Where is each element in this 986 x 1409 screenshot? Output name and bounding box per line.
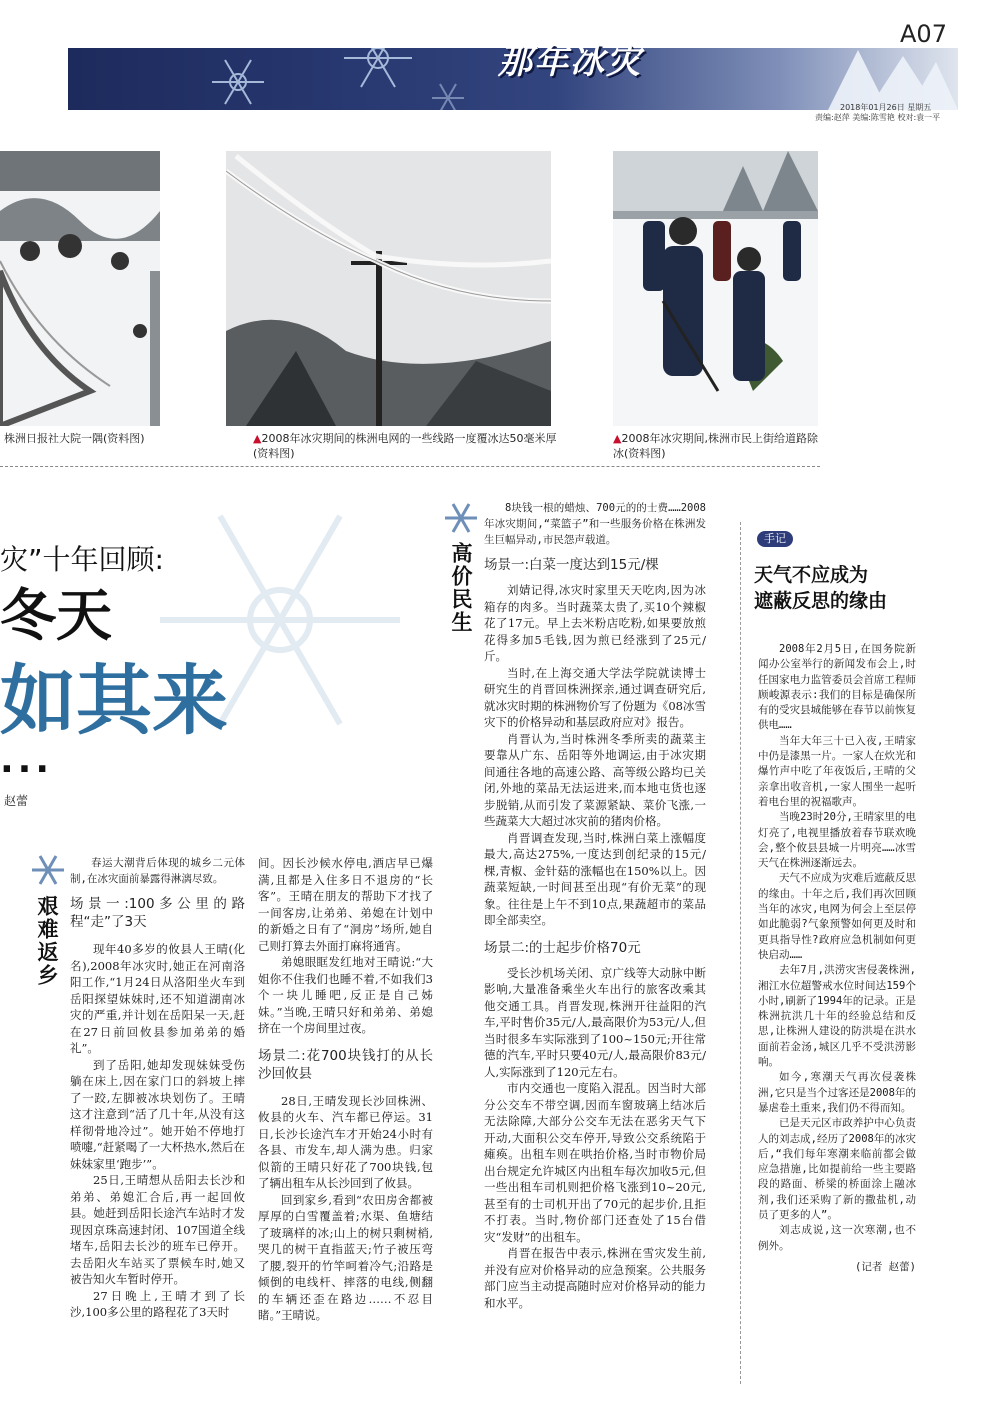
note-title: [754, 562, 887, 614]
story2-column: [484, 500, 706, 1311]
note-body: [758, 642, 916, 1275]
section-title: 那年冰灾: [498, 42, 642, 82]
headline-line2: 如其来: [0, 656, 228, 745]
story1-scene2-title: 场景二:花700块钱打的从长沙回攸县: [258, 1047, 433, 1082]
note-signoff: (记者 赵蕾): [855, 1260, 916, 1273]
story2-scene2-title: 场景二:的士起步价格70元: [484, 939, 641, 956]
headline-ellipsis: ...: [0, 740, 54, 781]
story1-paragraph: 到了岳阳,她却发现妹妹受伤躺在床上,因在家门口的斜坡上摔了一跤,左脚被冰块划伤了。王晴这才注意到“活了几十年,从没有这样彻骨地冷过”。她开始不停地打喷嚏,“赶紧喝了一大杯热水,然后在妹妹家里‘跑步’”。: [70, 1057, 245, 1171]
note-paragraph: 去年7月,洪涝灾害侵袭株洲,湘江水位超警戒水位时间达159个小时,刷新了1994年的记录。正是株洲抗洪几十年的经验总结和反思,让株洲人建设的防洪堤在洪水面前若金汤,城区几乎不受洪涝影响。: [758, 964, 916, 1069]
headline-kicker: 灾”十年回顾:: [0, 543, 164, 576]
snowflake-icon: [443, 500, 479, 536]
photo-deicing-street: [613, 151, 818, 426]
story2-lead: 8块钱一根的蜡烛、700元的的士费……2008年冰灾期间,“菜篮子”和一些服务价格在株洲发生巨幅异动,市民怨声载道。: [484, 502, 706, 546]
story2-scene1-title: 场景一:白菜一度达到15元/棵: [484, 557, 659, 573]
iced-power-line-icon: [226, 151, 551, 426]
story2-paragraph: 市内交通也一度陷入混乱。因当时大部分公交车不带空调,因而车窗玻璃上结冰后无法除障,大部分公交车无法在恶劣天气下开动,大面积公交车停开,导致公交系统陷于瘫痪。出租车则在哄抬价格,当时市物价局出台规定允许城区内出租车每次加收5元,但一些出租车司机则把价格飞涨到10~20元,甚至有的士司机开出了70元的起步价,且拒不打表。当时,物价部门还查处了15台借灾“发财”的出租车。: [484, 1081, 706, 1244]
photo-section-divider: [0, 466, 820, 467]
photo-caption-3: ▲2008年冰灾期间,株洲市民上街给道路除冰(资料图): [613, 432, 818, 460]
story1-scene1-title: 场景一:100多公里的路程“走”了3天: [70, 896, 245, 930]
note-paragraph: 已是天元区市政养护中心负责人的刘志成,经历了2008年的冰灾后,“我们每年寒潮来临前都会做应急措施,比如提前给一些主要路段的路面、桥梁的桥面涂上融冰剂,我们还采购了新的撒盐机,动员了更多的人”。: [758, 1117, 916, 1221]
note-paragraph: 天气不应成为灾难后遮蔽反思的缘由。十年之后,我们再次回顾当年的冰灾,电网为何会上至层停如此脆弱?气象预警如何更及时和更具指导性?政府应急机制如何更快启动……: [758, 872, 916, 961]
story1-lead: 春运大潮背后体现的城乡二元体制,在冰灾面前暴露得淋漓尽致。: [70, 857, 245, 885]
photo-caption-2: ▲2008年冰灾期间的株洲电网的一些线路一度覆冰达50毫米厚(资料图): [253, 432, 557, 460]
note-badge: 手记: [757, 531, 793, 547]
story1-paragraph: 间。因长沙候水停电,酒店早已爆满,且都是入住多日不退房的“长客”。王晴在朋友的帮助下才找了一间客房,让弟弟、弟媳在计划中的新婚之日有了“洞房”场所,她自己则打算去外面打麻将通宵。: [258, 856, 433, 953]
photo-iced-power-line: [226, 151, 551, 426]
story2-paragraph: 受长沙机场关闭、京广线等大动脉中断影响,大量准备乘坐火车出行的旅客改乘其他交通工具。肖晋发现,株洲开往益阳的汽车,平时售价35元/人,最高限价为53元/人,但当时很多车实际涨到了100~150元;开往常德的汽车,平时只要40元/人,最高限价83元/人,实际涨到了120元左右。: [484, 965, 706, 1079]
story1-paragraph: 28日,王晴发现长沙回株洲、攸县的火车、汽车都已停运。31日,长沙长途汽车才开始24小时有各县、市发车,却人满为患。归家似箭的王晴只好花了700块钱,包了辆出租车从长沙回到了攸县。: [258, 1093, 433, 1190]
photo-caption-1: 株洲日报社大院一隅(资料图): [4, 432, 145, 445]
snowflake-icon: [30, 852, 66, 888]
note-title-line2: 遮蔽反思的缘由: [754, 590, 888, 612]
story1-paragraph: 回到家乡,看到“农田房舍都被厚厚的白雪覆盖着;水渠、鱼塘结了玻璃样的冰;山上的树只剩树梢,哭几的树干直指蓝天;竹子被压弯了腰,裂开的竹竿呵着冷气;沿路是倾倒的电线杆、摔落的电线,侧翻的车辆还歪在路边……不忍目睹。”王晴说。: [258, 1192, 433, 1322]
story2-label: 高价民生: [449, 542, 473, 634]
note-paragraph: 当晚23时20分,王晴家里的电灯亮了,电视里播放着春节联欢晚会,整个攸县县城一片明亮……冰雪天气在株洲逐渐远去。: [758, 811, 916, 870]
photo-snow-garden: [0, 151, 160, 426]
story1-paragraph: 弟媳眼眶发红地对王晴说:“大姐你不住我们也睡不着,不如我们3个一块儿睡吧,反正是自己姊妹。”当晚,王晴只好和弟弟、弟媳挤在一个房间里过夜。: [258, 955, 433, 1035]
snow-garden-icon: [0, 151, 160, 426]
headline-byline: 赵蕾: [4, 794, 29, 808]
story1-column-2: [258, 855, 433, 1324]
note-paragraph: 刘志成说,这一次寒潮,也不例外。: [758, 1224, 916, 1252]
note-paragraph: 如今,寒潮天气再次侵袭株洲,它只是当个过客还是2008年的暴虐卷土重来,我们仍不得而知。: [758, 1071, 916, 1114]
story1-label: 艰难返乡: [35, 895, 59, 987]
note-paragraph: 2008年2月5日,在国务院新闻办公室举行的新闻发布会上,时任国家电力监管委员会首席工程师顾峻源表示:我们的目标是确保所有的受灾县城能够在春节以前恢复供电……: [758, 643, 916, 732]
page-number: A07: [900, 20, 947, 48]
note-divider: [740, 522, 741, 1384]
story1-paragraph: 现年40多岁的攸县人王晴(化名),2008年冰灾时,她正在河南洛阳工作,“1月24日从洛阳坐火车到岳阳探望妹妹时,还不知道湖南冰灾的严重,并计划在岳阳呆一天,赶在27日前回攸县参加弟弟的婚礼”。: [70, 942, 245, 1055]
note-paragraph: 当年大年三十已入夜,王晴家中仍是漆黑一片。一家人在炊光和爆竹声中吃了年夜饭后,王晴的父亲拿出收音机,一家人围坐一起听着电台里的祝福歌声。: [758, 734, 916, 808]
story2-paragraph: 肖晋认为,当时株洲冬季所卖的蔬菜主要靠从广东、岳阳等外地调运,由于冰灾期间通往各地的高速公路、高等级公路均已关闭,外地的菜品无法运进来,而本地屯货也逐步脱销,从而引发了菜源紧缺、菜价飞涨,一些蔬菜大大超过冰灾前的猪肉价格。: [484, 731, 706, 828]
story1-column-1: [70, 855, 245, 1321]
editor-credits: 责编:赵萍 美编:陈雪艳 校对:袁一平: [815, 113, 941, 122]
story2-paragraph: 刘婧记得,冰灾时家里天天吃肉,因为冰箱存的肉多。当时蔬菜太贵了,买10个辣椒花了17元。早上去米粉店吃粉,如果要放煎花得多加5毛钱,因为煎已经涨到了25元/斤。: [484, 583, 706, 663]
headline-line1: 冬天: [0, 584, 112, 649]
deicing-street-icon: [613, 151, 818, 426]
note-title-line1: 天气不应成为: [754, 564, 869, 586]
story1-paragraph: 27日晚上,王晴才到了长沙,100多公里的路程花了3天时: [70, 1288, 245, 1319]
story2-paragraph: 肖晋在报告中表示,株洲在雪灾发生前,并没有应对价格异动的应急预案。公共服务部门应当主动提高随时应对价格异动的能力和水平。: [484, 1246, 706, 1310]
story1-paragraph: 25日,王晴想从岳阳去长沙和弟弟、弟媳汇合后,再一起回攸县。她赶到岳阳长途汽车站时才发现因京珠高速封闭、107国道全线堵车,岳阳去长沙的班车已停开。去岳阳火车站买了票候车时,她又被告知火车暂时停开。: [70, 1173, 245, 1286]
issue-date: 2018年01月26日 星期五: [840, 103, 932, 112]
story2-paragraph: 肖晋调查发现,当时,株洲白菜上涨幅度最大,高达275%,一度达到创纪录的15元/棵,青椒、金针菇的涨幅也在150%以上。因蔬菜短缺,一时间甚至出现“有价无菜”的现象。往往是上午不到10点,果蔬超市的菜品即全部卖空。: [484, 830, 706, 927]
story2-paragraph: 当时,在上海交通大学法学院就读博士研究生的肖晋回株洲探亲,通过调查研究后,就冰灾时期的株洲物价写了份题为《08冰雪灾下的价格异动和基层政府应对》报告。: [484, 665, 706, 729]
